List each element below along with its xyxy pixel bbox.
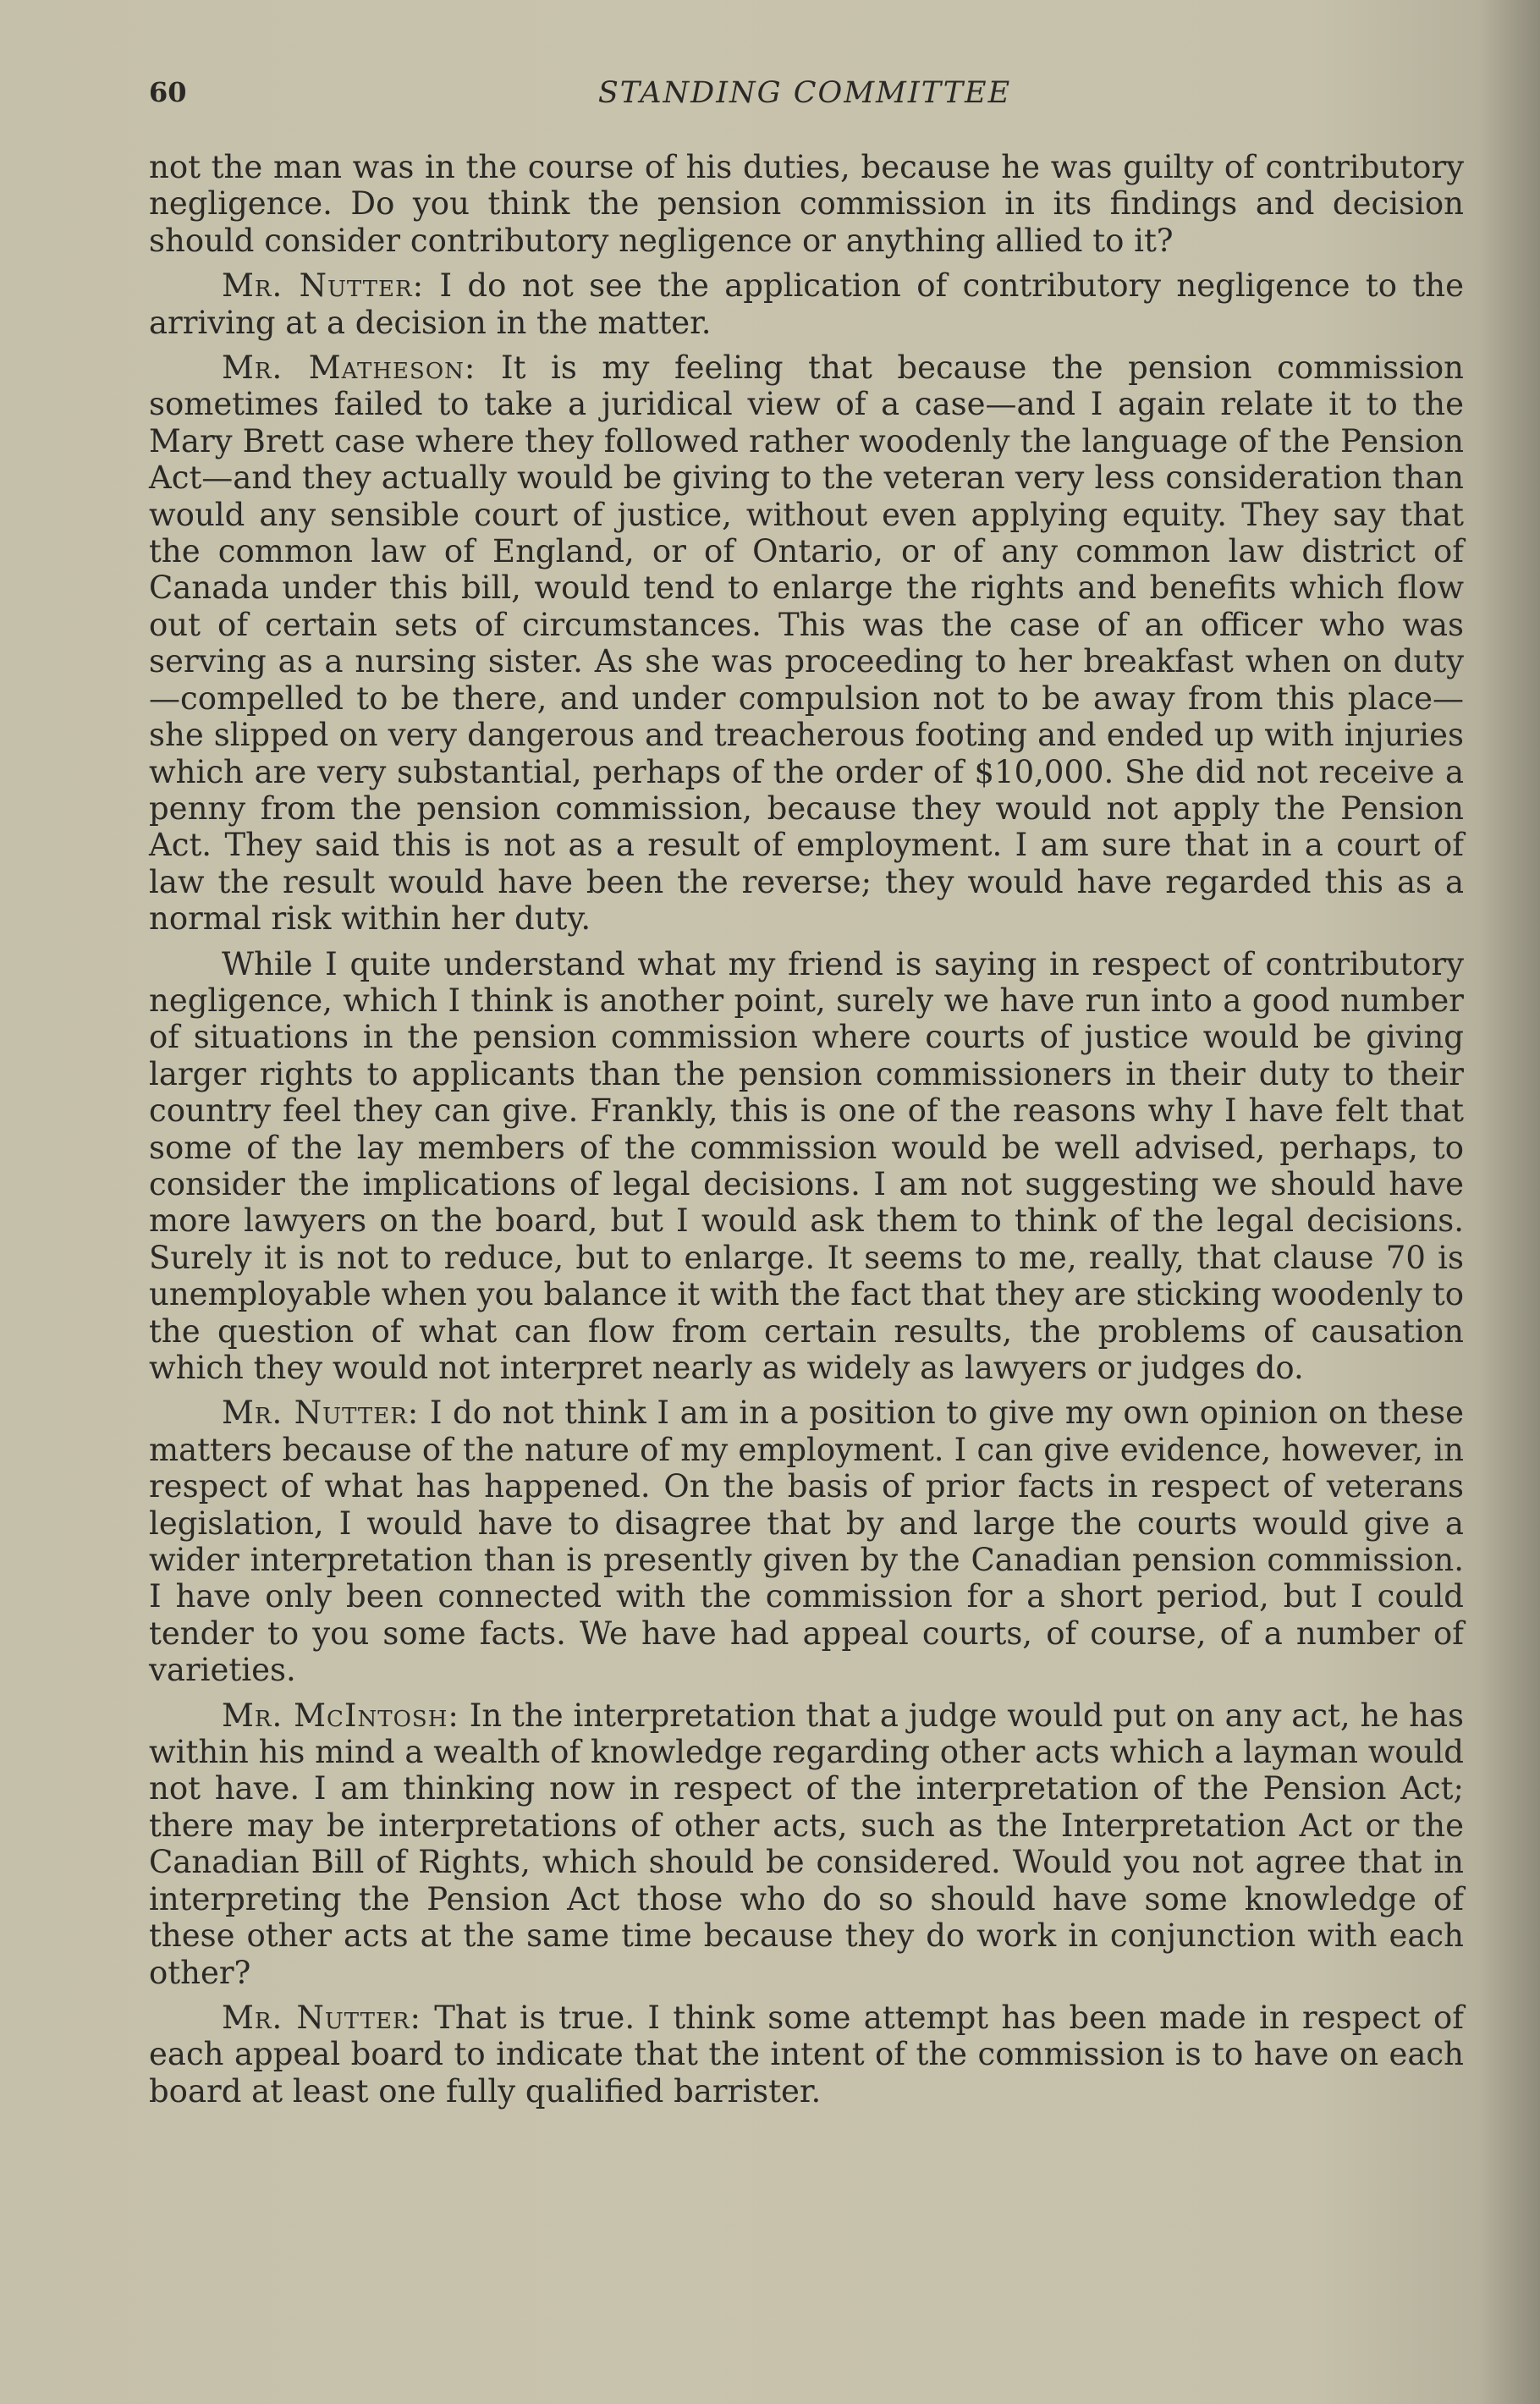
paragraph — [149, 946, 1464, 1387]
paragraph-text: That is true. I think some attempt has been made in respect of each appeal board to indicate that the intent of the commission is to have on each board at least one fully qualified barrister. — [149, 1999, 1464, 2110]
page-number: 60 — [149, 76, 187, 108]
paragraph — [149, 349, 1464, 938]
paragraph-text: In the interpretation that a judge would put on any act, he has within his mind a wealth of knowledge regarding other acts which a layman would not have. I am thinking now in respect of the interpretation of the Pension Act; there may be interpretations of other acts, such as the Interpretation Act or the Canadian Bill of Rights, which should be considered. Would you not agree that in interpreting the Pension Act those who do so should have some knowledge of these other acts at the same time because they do work in conjunction with each other? — [149, 1697, 1464, 1991]
speaker-name: Mr. Nutter: — [222, 1395, 420, 1432]
paragraph — [149, 267, 1464, 341]
speaker-name: Mr. Nutter: — [222, 1999, 421, 2036]
running-title: STANDING COMMITTEE — [597, 76, 1012, 110]
speaker-name: Mr. Nutter: — [222, 267, 425, 305]
paragraph-text: I do not see the application of contributory negligence to the arriving at a decision in the matter. — [149, 267, 1465, 341]
paragraph-text: While I quite understand what my friend is saying in respect of contributory negligence, which I think is another point, surely we have run into a good number of situations in the pension commission where courts of justice would be giving larger rights to applicants than the pension commissioners in their duty to their country feel they can give. Frankly, this is one of the reasons why I have felt that some of the lay members of the commission would be well advised, perhaps, to consider the implications of legal decisions. I am not suggesting we should have more lawyers on the board, but I would ask them to think of the legal decisions. Surely it is not to reduce, but to enlarge. It seems to me, really, that clause 70 is unemployable when you balance it with the fact that they are sticking woodenly to the question of what can flow from certain results, the problems of causation which they would not interpret nearly as widely as lawyers or judges do. — [149, 945, 1464, 1386]
paragraph-text: not the man was in the course of his duties, because he was guilty of contributory negligence. Do you think the pension commission in its findings and decision should consider contributory negligence or anything allied to it? — [149, 149, 1464, 259]
paragraph-text: I do not think I am in a position to give my own opinion on these matters because of the nature of my employment. I can give evidence, however, in respect of what has happened. On the basis of prior facts in respect of veterans legislation, I would have to disagree that by and large the courts would give a wider interpretation than is presently given by the Canadian pension commission. I have only been connected with the commission for a short period, but I could tender to you some facts. We have had appeal courts, of course, of a number of varieties. — [149, 1395, 1464, 1689]
paragraph — [149, 1395, 1464, 1688]
speaker-name: Mr. McIntosh: — [222, 1697, 459, 1734]
speaker-name: Mr. Matheson: — [222, 349, 476, 387]
paragraph-continuation — [149, 149, 1464, 259]
paragraph — [149, 1697, 1464, 1991]
body-text — [149, 149, 1464, 2110]
paragraph — [149, 2000, 1464, 2110]
paragraph-text: It is my feeling that because the pension commission sometimes failed to take a juridical view of a case—and I again relate it to the Mary Brett case where they followed rather woodenly the language of the Pension Act—and they actually would be giving to the veteran very less consideration than would any sensible court of justice, without even applying equity. They say that the common law of England, or of Ontario, or of any common law district of Canada under this bill, would tend to enlarge the rights and benefits which flow out of certain sets of circumstances. This was the case of an officer who was serving as a nursing sister. As she was proceeding to her breakfast when on duty—compelled to be there, and under compulsion not to be away from this place—she slipped on very dangerous and treacherous footing and ended up with injuries which are very substantial, perhaps of the order of $10,000. She did not receive a penny from the pension commission, because they would not apply the Pension Act. They said this is not as a result of employment. I am sure that in a court of law the result would have been the reverse; they would have regarded this as a normal risk within her duty. — [149, 349, 1465, 938]
page-header — [149, 76, 1460, 115]
